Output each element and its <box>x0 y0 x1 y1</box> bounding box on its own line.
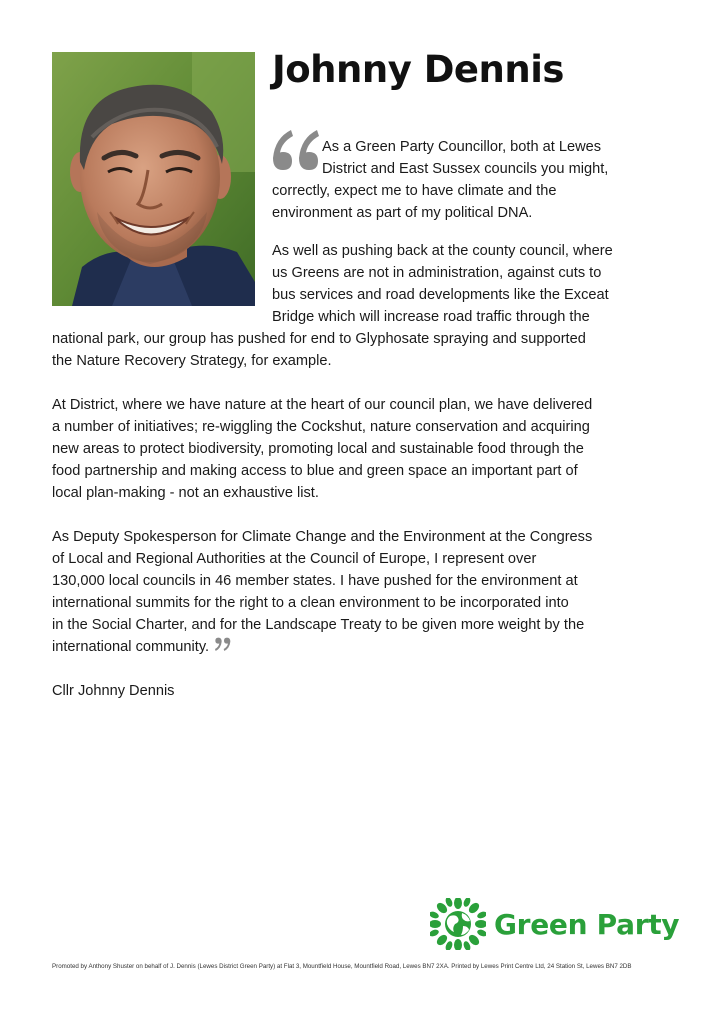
candidate-photo <box>52 52 255 306</box>
text-line: 130,000 local councils in 46 member states. I have pushed for the environment at <box>52 573 578 589</box>
text-line: local plan-making - not an exhaustive list. <box>52 485 319 501</box>
signature: Cllr Johnny Dennis <box>52 683 175 699</box>
quote-paragraph-2-wrapped <box>272 240 692 328</box>
logo-wordmark: Green Party <box>494 908 680 941</box>
green-party-earth-sunflower-icon <box>430 898 486 950</box>
text-line: District and East Sussex councils you might, <box>322 161 609 177</box>
close-quote-icon <box>213 637 233 653</box>
text-line: bus services and road developments like the Exceat <box>272 287 609 303</box>
text-line: Bridge which will increase road traffic through the <box>272 309 590 325</box>
quote-paragraph-1 <box>272 180 692 224</box>
candidate-name: Johnny Dennis <box>272 48 564 91</box>
quote-paragraph-3 <box>52 394 692 504</box>
text-line: international summits for the right to a clean environment to be incorporated into <box>52 595 569 611</box>
text-line: us Greens are not in administration, against cuts to <box>272 265 602 281</box>
green-party-logo <box>430 898 680 950</box>
text-line: of Local and Regional Authorities at the Council of Europe, I represent over <box>52 551 537 567</box>
text-line: in the Social Charter, and for the Landscape Treaty to be given more weight by the <box>52 617 585 633</box>
text-line: international community. <box>52 639 210 655</box>
imprint-text: Promoted by Anthony Shuster on behalf of J. Dennis (Lewes District Green Party) at Flat 3, Mountfield House, Mountfield Road, Lewes BN7 2XA. Printed by Lewes Print Centre Ltd, 24 Station St, Lewes BN7 2DB <box>52 963 632 970</box>
text-line: As well as pushing back at the county council, where <box>272 243 613 259</box>
text-line: national park, our group has pushed for end to Glyphosate spraying and supported <box>52 331 586 347</box>
text-line: As a Green Party Councillor, both at Lewes <box>322 139 602 155</box>
text-line-last <box>52 636 692 658</box>
text-line: As Deputy Spokesperson for Climate Change and the Environment at the Congress <box>52 529 593 545</box>
text-line: At District, where we have nature at the heart of our council plan, we have delivered <box>52 397 593 413</box>
quote-paragraph-4 <box>52 526 692 658</box>
text-line: new areas to protect biodiversity, promoting local and sustainable food through the <box>52 441 584 457</box>
text-line: environment as part of my political DNA. <box>272 205 533 221</box>
quote-paragraph-2 <box>52 328 692 372</box>
text-line: correctly, expect me to have climate and the <box>272 183 557 199</box>
text-line: the Nature Recovery Strategy, for example. <box>52 353 332 369</box>
quote-paragraph-1-wrapped <box>322 136 692 180</box>
text-line: food partnership and making access to blue and green space an important part of <box>52 463 578 479</box>
open-quote-icon <box>269 124 321 172</box>
text-line: a number of initiatives; re-wiggling the Cockshut, nature conservation and acquiring <box>52 419 590 435</box>
